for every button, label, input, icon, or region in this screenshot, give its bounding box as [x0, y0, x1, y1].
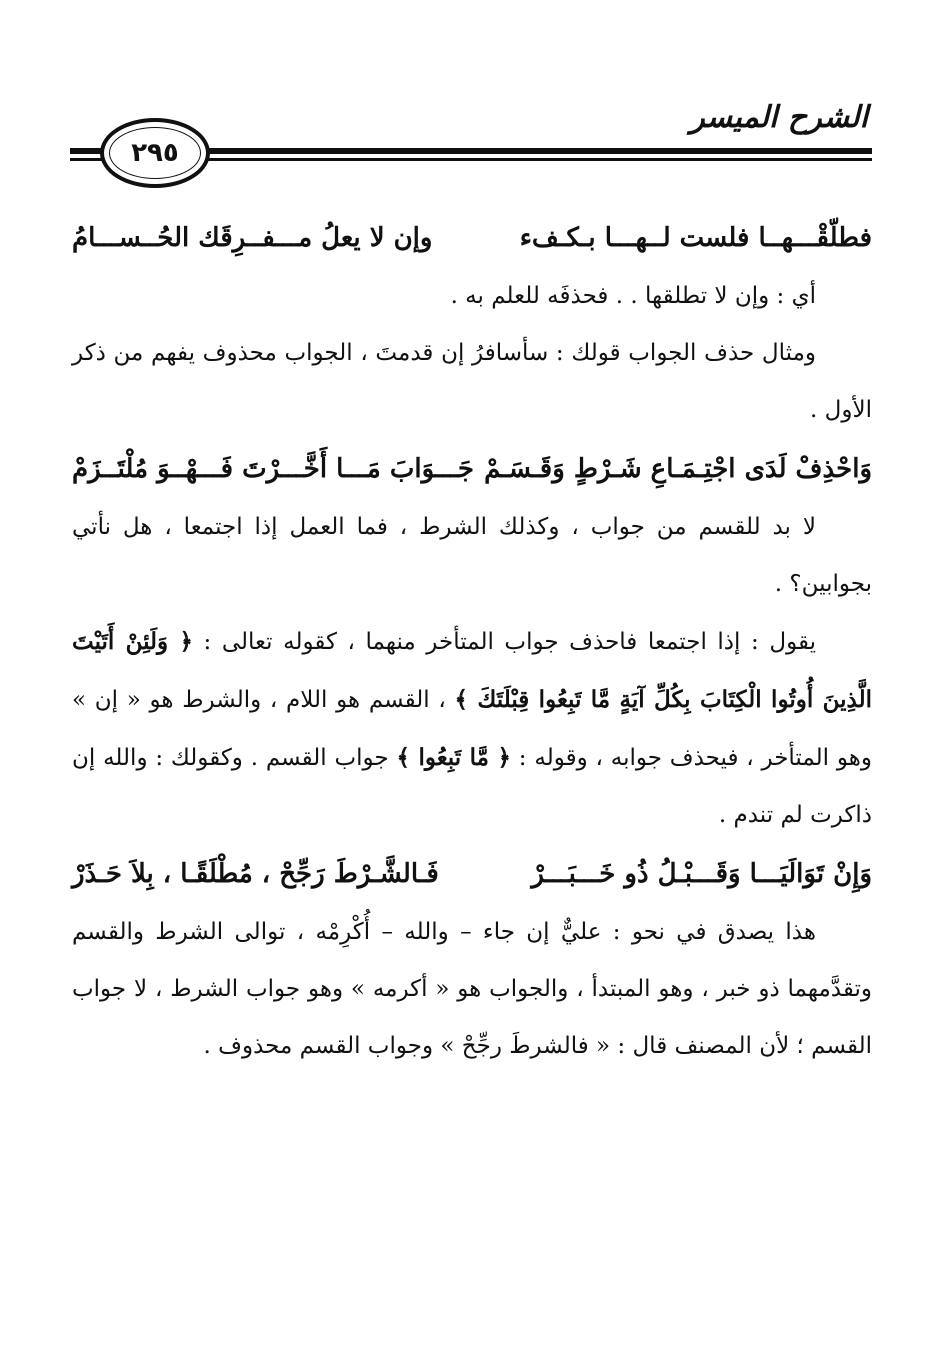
- verse-1-hemistich-right: فطلّقْـــهــا فلست لــهـــا بـكـفء: [519, 223, 872, 253]
- page-number-badge: [100, 118, 210, 188]
- paragraph-4: [72, 613, 872, 844]
- verse-2-hemistich-left: جَـــوَابَ مَـــا أَخَّـــرْتَ فَـــهْــوَ مُلْتَــزَمْ: [72, 454, 474, 484]
- verse-2-hemistich-right: وَاحْذِفْ لَدَى اجْتِـمَـاعِ شَـرْطٍ وَقَـسَـمْ: [484, 454, 872, 484]
- poetry-verse-3: [72, 844, 872, 904]
- verse-3-hemistich-right: وَإِنْ تَوَالَيَـــا وَقَـــبْـلُ ذُو خَـــبَـــرْ: [531, 859, 872, 889]
- paragraph-3: لا بد للقسم من جواب ، وكذلك الشرط ، فما العمل إذا اجتمعا ، هل نأتي بجوابين؟ .: [72, 514, 872, 597]
- running-title: الشرح الميسر: [690, 100, 868, 135]
- poetry-verse-1: [72, 208, 872, 268]
- paragraph-1: أي : وإن لا تطلقها . . فحذفَه للعلم به .: [450, 283, 816, 309]
- paragraph-4-text-b: ، القسم هو اللام ، والشرط هو « إن » وهو المتأخر ، فيحذف جوابه ، وقوله :: [72, 687, 872, 771]
- paragraph-2: ومثال حذف الجواب قولك : سأسافرُ إن قدمتَ ، الجواب محذوف يفهم من ذكر الأول .: [72, 340, 872, 423]
- page-header: [0, 0, 944, 200]
- paragraph-5: هذا يصدق في نحو : عليٌّ إن جاء – والله – أُكْرِمْه ، توالى الشرط والقسم وتقدَّمهما ذو خبر ، وهو المبتدأ ، والجواب هو « أكرمه » وهو جواب الشرط ، لا جواب القسم ؛ لأن المصنف قال : « فالشرطَ رجِّحْ » وجواب القسم محذوف .: [72, 919, 872, 1059]
- paragraph-4-text-a: يقول : إذا اجتمعا فاحذف جواب المتأخر منهما ، كقوله تعالى :: [192, 629, 816, 655]
- verse-3-hemistich-left: فَـالشَّـرْطَ رَجِّحْ ، مُطْلَقًـا ، بِلاَ حَـذَرْ: [72, 859, 439, 889]
- page-number: ٢٩٥: [131, 138, 179, 168]
- quran-quote-2: ﴿ مَّا تَبِعُوا ﴾: [396, 744, 511, 771]
- paragraph-4-text-c: جواب القسم . وكقولك : والله إن ذاكرت لم تندم .: [72, 745, 872, 828]
- poetry-verse-2: [72, 439, 872, 499]
- page-body: [72, 208, 872, 1075]
- verse-1-hemistich-left: وإن لا يعلُ مـــفــرِقَك الحُــســـامُ: [72, 223, 433, 253]
- quran-quote-1: ﴿ وَلَئِنْ أَتَيْتَ الَّذِينَ أُوتُوا الْكِتَابَ بِكُلِّ آيَةٍ مَّا تَبِعُوا قِبْلَتَكَ ﴾: [72, 628, 873, 713]
